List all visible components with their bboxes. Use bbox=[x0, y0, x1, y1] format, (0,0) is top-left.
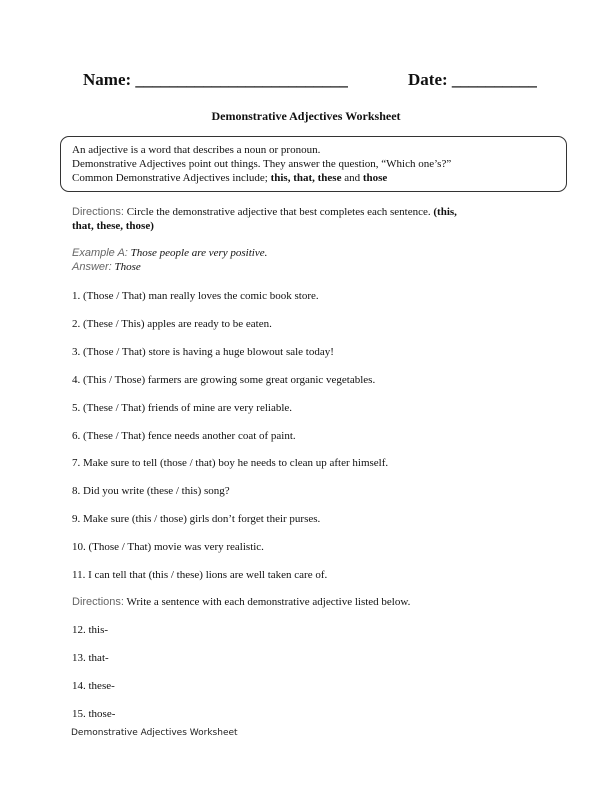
question-1: 1. (Those / That) man really loves the comic book store. bbox=[72, 290, 319, 302]
example-text: Those people are very positive. bbox=[130, 247, 268, 259]
answer-text: Those bbox=[114, 261, 141, 273]
question-11: 11. I can tell that (this / these) lions are well taken care of. bbox=[72, 569, 328, 581]
directions-1-cont bbox=[72, 220, 154, 232]
question-10: 10. (Those / That) movie was very realistic. bbox=[72, 541, 264, 553]
page-title: Demonstrative Adjectives Worksheet bbox=[211, 109, 401, 123]
question-5: 5. (These / That) friends of mine are very reliable. bbox=[72, 402, 293, 414]
definition-bold-those: those bbox=[362, 172, 388, 184]
definition-line-3 bbox=[72, 171, 387, 185]
question-2: 2. (These / This) apples are ready to be eaten. bbox=[72, 318, 272, 330]
date-blank[interactable]: __________ bbox=[451, 70, 537, 89]
definition-bold-words: this, that, these bbox=[270, 172, 342, 184]
directions-2-label: Directions: bbox=[72, 596, 124, 608]
prompt-these[interactable]: 14. these- bbox=[72, 680, 115, 692]
date-label: Date: bbox=[408, 70, 452, 89]
directions-1 bbox=[72, 206, 457, 218]
question-7: 7. Make sure to tell (those / that) boy he needs to clean up after himself. bbox=[72, 457, 389, 469]
definition-line-3-prefix: Common Demonstrative Adjectives include; bbox=[72, 172, 271, 184]
directions-2 bbox=[72, 596, 410, 608]
name-label: Name: bbox=[83, 70, 136, 89]
example-a bbox=[72, 247, 267, 259]
directions-1-text: Circle the demonstrative adjective that best completes each sentence. bbox=[126, 206, 434, 218]
question-9: 9. Make sure (this / those) girls don’t forget their purses. bbox=[72, 513, 321, 525]
question-6: 6. (These / That) fence needs another coat of paint. bbox=[72, 430, 296, 442]
question-4: 4. (This / Those) farmers are growing some great organic vegetables. bbox=[72, 374, 376, 386]
definition-and: and bbox=[341, 172, 363, 184]
directions-1-bold-start: (this, bbox=[433, 206, 457, 218]
answer-label: Answer: bbox=[72, 261, 112, 273]
prompt-this[interactable]: 12. this- bbox=[72, 624, 109, 636]
name-blank[interactable]: _________________________ bbox=[135, 70, 348, 89]
definition-line-1: An adjective is a word that describes a noun or pronoun. bbox=[72, 144, 321, 156]
prompt-that[interactable]: 13. that- bbox=[72, 652, 109, 664]
directions-1-bold-end: that, these, those) bbox=[72, 220, 154, 232]
example-label: Example A: bbox=[72, 247, 128, 259]
question-3: 3. (Those / That) store is having a huge blowout sale today! bbox=[72, 346, 334, 358]
definition-line-2: Demonstrative Adjectives point out things. They answer the question, “Which one’s?” bbox=[72, 158, 452, 170]
directions-1-label: Directions: bbox=[72, 206, 124, 218]
page-footer: Demonstrative Adjectives Worksheet bbox=[71, 728, 238, 738]
name-field[interactable] bbox=[83, 70, 348, 90]
example-answer bbox=[72, 261, 141, 273]
directions-2-text: Write a sentence with each demonstrative adjective listed below. bbox=[126, 596, 411, 608]
prompt-those[interactable]: 15. those- bbox=[72, 708, 116, 720]
question-8: 8. Did you write (these / this) song? bbox=[72, 485, 230, 497]
date-field[interactable] bbox=[408, 70, 537, 90]
